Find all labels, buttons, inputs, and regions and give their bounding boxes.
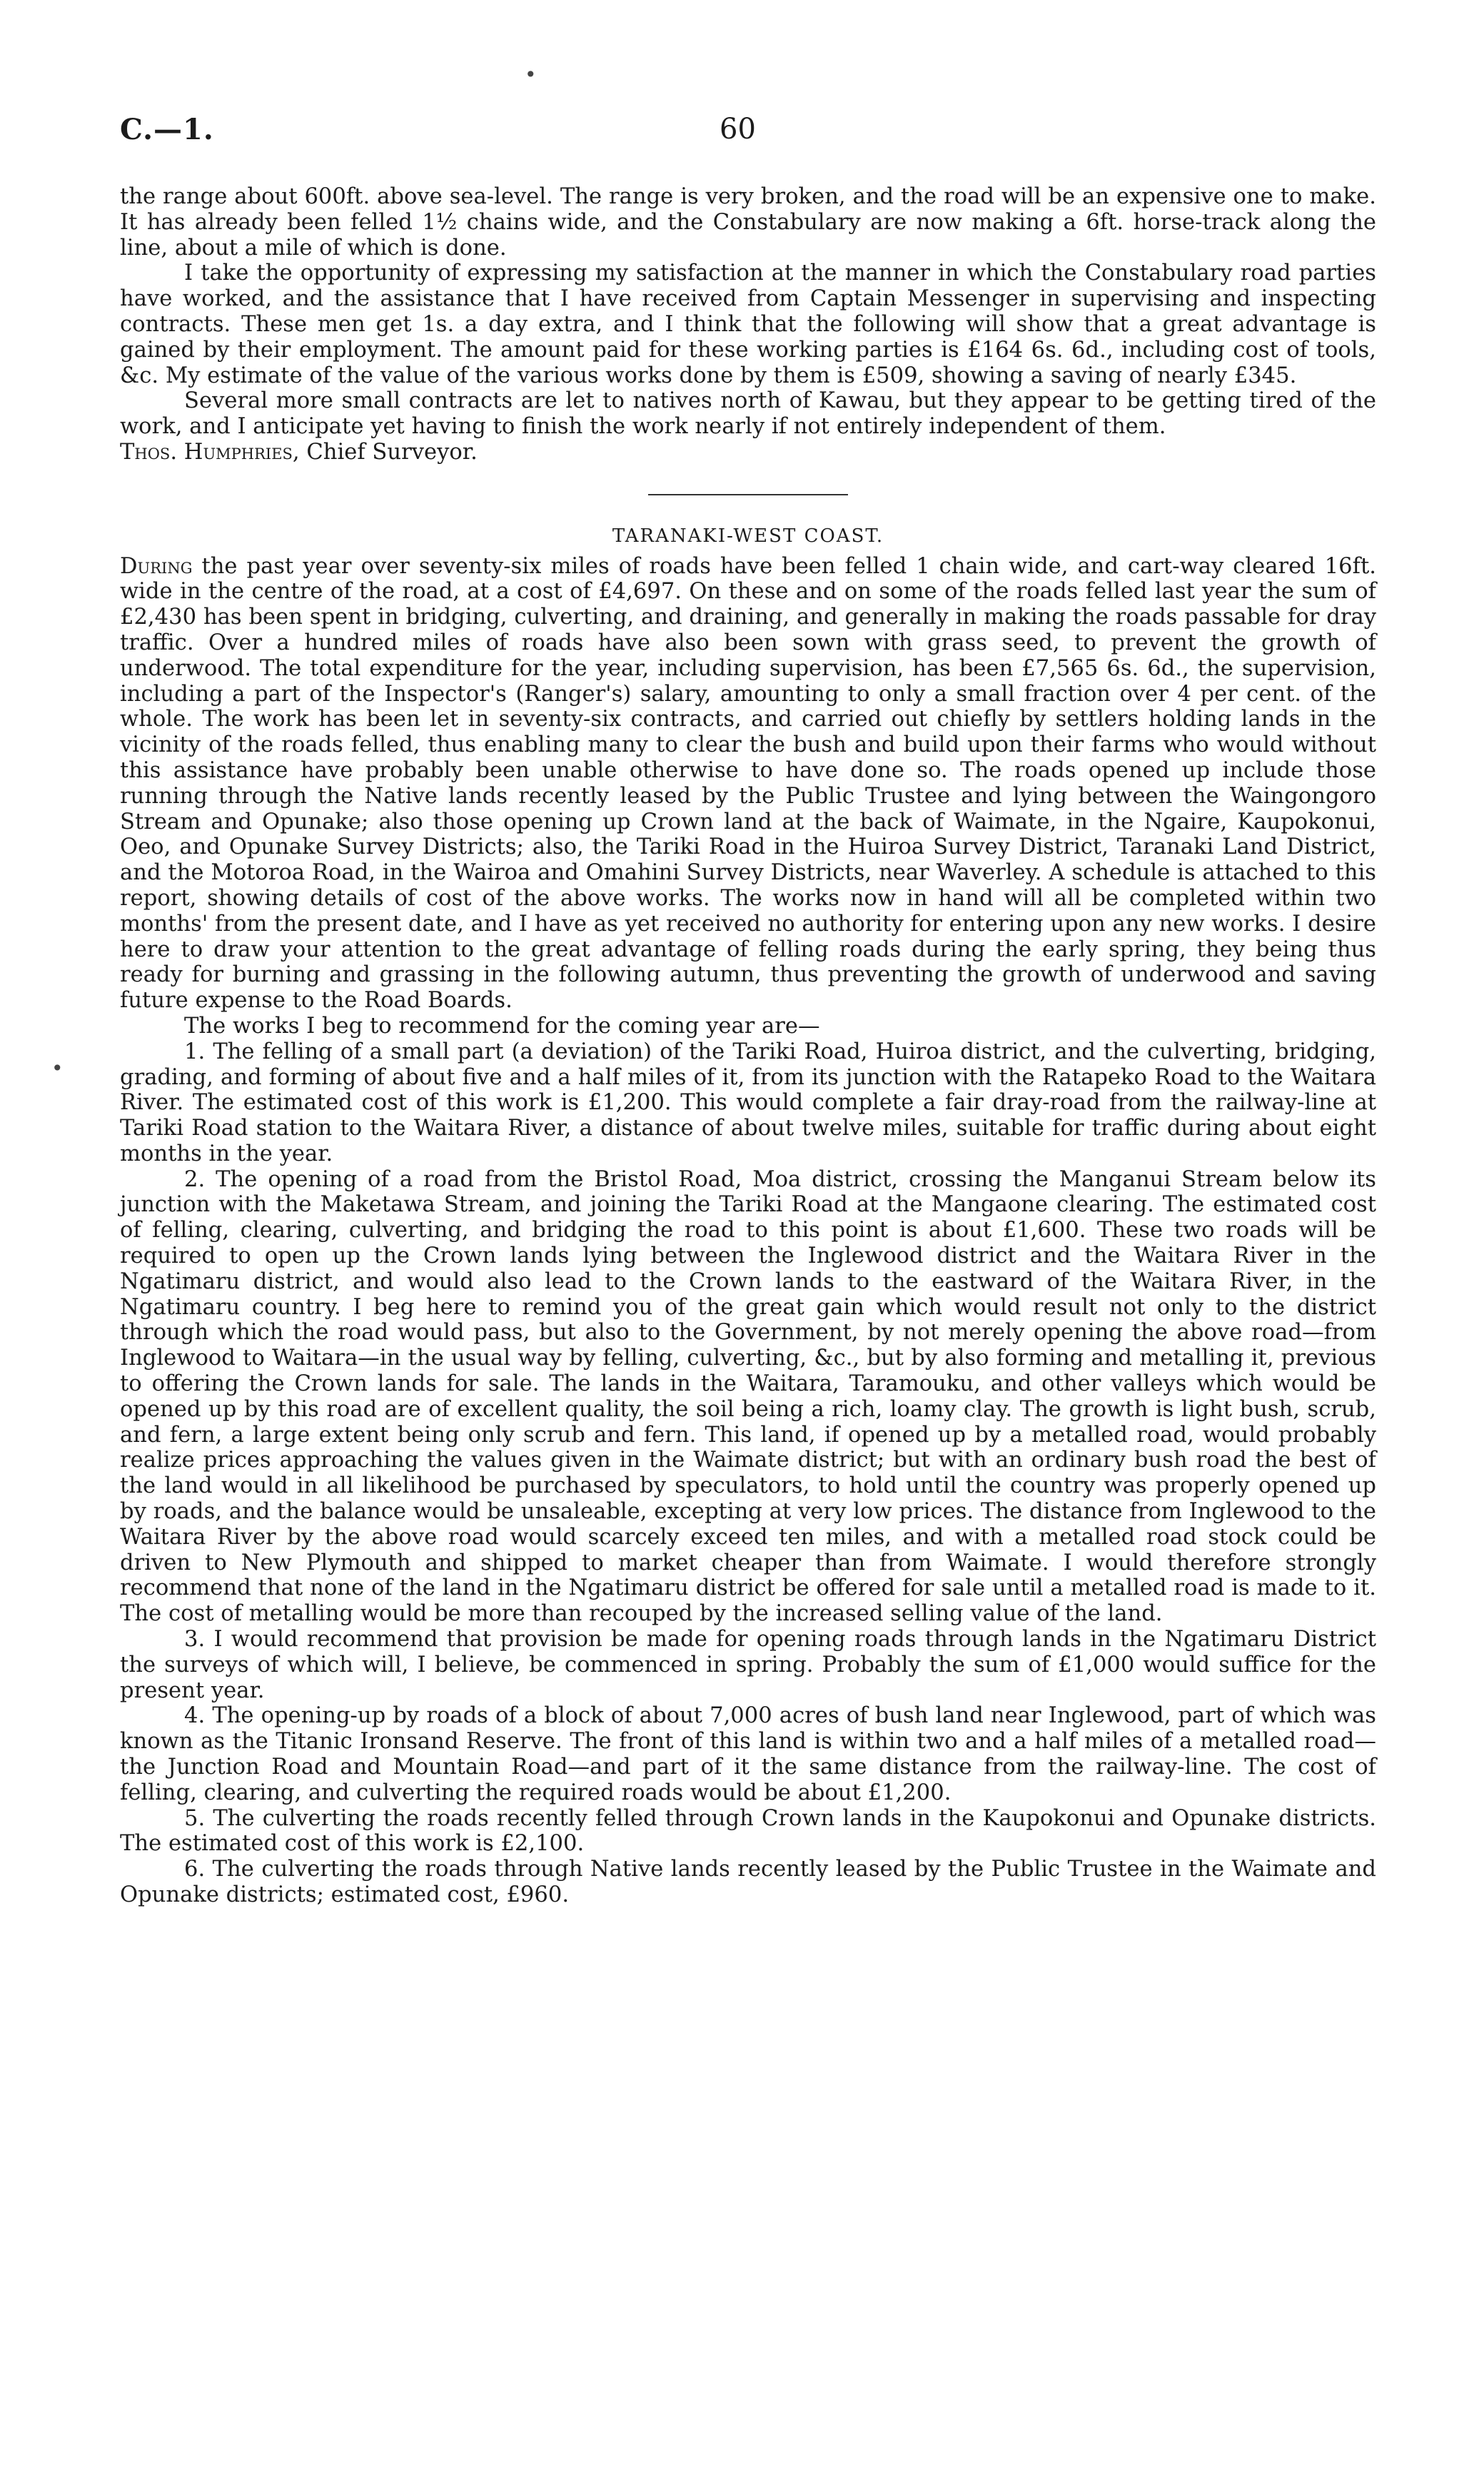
intro-paragraph-3: Several more small contracts are let to natives north of Kawau, but they appear to be getting tired of the work, and I anticipate yet having to finish the work nearly if not entirely independent of them. — [120, 388, 1376, 440]
lead-word: During — [120, 553, 193, 579]
margin-bullet-mark: • — [51, 1056, 64, 1080]
intro-paragraph-2: I take the opportunity of expressing my satisfaction at the manner in which the Constabulary road parties have worked, and the assistance that I have received from Captain Messenger in supervising and inspecting contracts. These men get 1s. a day extra, and I think that the following will show that a great advantage is gained by their employment. The amount paid for these working parties is £164 6s. 6d., including cost of tools, &c. My estimate of the value of the various works done by them is £509, showing a saving of nearly £345. — [120, 261, 1376, 388]
recommendation-item-3: 3. I would recommend that provision be made for opening roads through lands in the Ngatimaru District the surveys of which will, I believe, be commenced in spring. Probably the sum of £1,000 would suffice for the present year. — [120, 1627, 1376, 1703]
recommendation-item-4: 4. The opening-up by roads of a block of about 7,000 acres of bush land near Inglewood, part of which was known as the Titanic Ironsand Reserve. The front of this land is within two and a half miles of a metalled road—the Junction Road and Mountain Road—and part of it the same distance from the railway-line. The cost of felling, clearing, and culverting the required roads would be about £1,200. — [120, 1703, 1376, 1805]
section-heading: TARANAKI-WEST COAST. — [612, 525, 884, 547]
recommendation-item-2: 2. The opening of a road from the Bristol Road, Moa district, crossing the Manganui Stream below its junction with the Maketawa Stream, and joining the Tariki Road at the Mangaone clearing. The estimated cost of felling, clearing, culverting, and bridging the road to this point is about £1,600. These two roads will be required to open up the Crown lands lying between the Inglewood district and the Waitara River in the Ngatimaru district, and would also lead to the Crown lands to the eastward of the Waitara River, in the Ngatimaru country. I beg here to remind you of the great gain which would result not only to the district through which the road would pass, but also to the Government, by not merely opening the above road—from Inglewood to Waitara—in the usual way by felling, culverting, &c., but by also forming and metalling it, previous to offering the Crown lands for sale. The lands in the Waitara, Taramouku, and other valleys which would be opened up by this road are of excellent quality, the soil being a rich, loamy clay. The growth is light bush, scrub, and fern, a large extent being only scrub and fern. This land, if opened up by a metalled road, would probably realize prices approaching the values given in the Waimate district; but with an ordinary bush road the best of the land would in all likelihood be purchased by speculators, to hold until the country was properly opened up by roads, and the balance would be unsaleable, excepting at very low prices. The distance from Inglewood to the Waitara River by the above road would scarcely exceed ten miles, and with a metalled road stock could be driven to New Plymouth and shipped to market cheaper than from Waimate. I would therefore strongly recommend that none of the land in the Ngatimaru district be offered for sale until a metalled road is made to it. The cost of metalling would be more than recouped by the increased selling value of the land. — [120, 1166, 1376, 1627]
signature-title: , Chief Surveyor. — [292, 439, 478, 465]
page-header — [120, 113, 1376, 156]
section-divider — [648, 494, 848, 495]
recommendation-item-6: 6. The culverting the roads through Native lands recently leased by the Public Trustee in the Waimate and Opunake districts; estimated cost, £960. — [120, 1857, 1376, 1907]
recommendation-item-5: 5. The culverting the roads recently felled through Crown lands in the Kaupokonui and Opunake districts. The estimated cost of this work is £2,100. — [120, 1805, 1376, 1857]
recommend-intro: The works I beg to recommend for the coming year are— — [184, 1013, 820, 1039]
recommendation-item-1: 1. The felling of a small part (a deviation) of the Tariki Road, Huiroa district, and the culverting, bridging, grading, and forming of about five and a half miles of it, from its junction with the Ratapeko Road to the Waitara River. The estimated cost of this work is £1,200. This would complete a fair dray-road from the railway-line at Tariki Road station to the Waitara River, a distance of about twelve miles, suitable for traffic during about eight months in the year. — [120, 1039, 1376, 1166]
signature-line — [120, 440, 1376, 465]
document-body — [120, 184, 1376, 1908]
main-paragraph-text: the past year over seventy-six miles of roads have been felled 1 chain wide, and cart-way cleared 16ft. wide in the centre of the road, at a cost of £4,697. On these and on some of the roads felled last year the sum of £2,430 has been spent in bridging, culverting, and draining, and generally in making the roads passable for dray traffic. Over a hundred miles of roads have also been sown with grass seed, to prevent the growth of underwood. The total expenditure for the year, including supervision, has been £7,565 6s. 6d., the supervision, including a part of the Inspector's (Ranger's) salary, amounting to only a small fraction over 4 per cent. of the whole. The work has been let in seventy-six contracts, and carried out chiefly by settlers holding lands in the vicinity of the roads felled, thus enabling many to clear the bush and build upon their farms who would without this assistance have probably been unable otherwise to have done so. The roads opened up include those running through the Native lands recently leased by the Public Trustee and lying between the Waingongoro Stream and Opunake; also those opening up Crown land at the back of Waimate, in the Ngaire, Kaupokonui, Oeo, and Opunake Survey Districts; also, the Tariki Road in the Huiroa Survey District, Taranaki Land District, and the Motoroa Road, in the Wairoa and Omahini Survey Districts, near Waverley. A schedule is attached to this report, showing details of cost of the above works. The works now in hand will all be completed within two months' from the present date, and I have as yet received no authority for entering upon any new works. I desire here to draw your attention to the great advantage of felling roads during the early spring, they being thus ready for burning and grassing in the following autumn, thus preventing the growth of underwood and saving future expense to the Road Boards. — [120, 553, 1376, 1014]
signature-name: Thos. Humphries — [120, 439, 293, 465]
document-reference: C.—1. — [120, 113, 214, 146]
intro-paragraph-1: the range about 600ft. above sea-level. The range is very broken, and the road will be an expensive one to make. It has already been felled 1½ chains wide, and the Constabulary are now making a 6ft. horse-track along the line, about a mile of which is done. — [120, 184, 1376, 261]
main-paragraph — [120, 554, 1376, 1014]
top-speck-mark: • — [525, 63, 537, 86]
page-number: 60 — [720, 113, 756, 146]
